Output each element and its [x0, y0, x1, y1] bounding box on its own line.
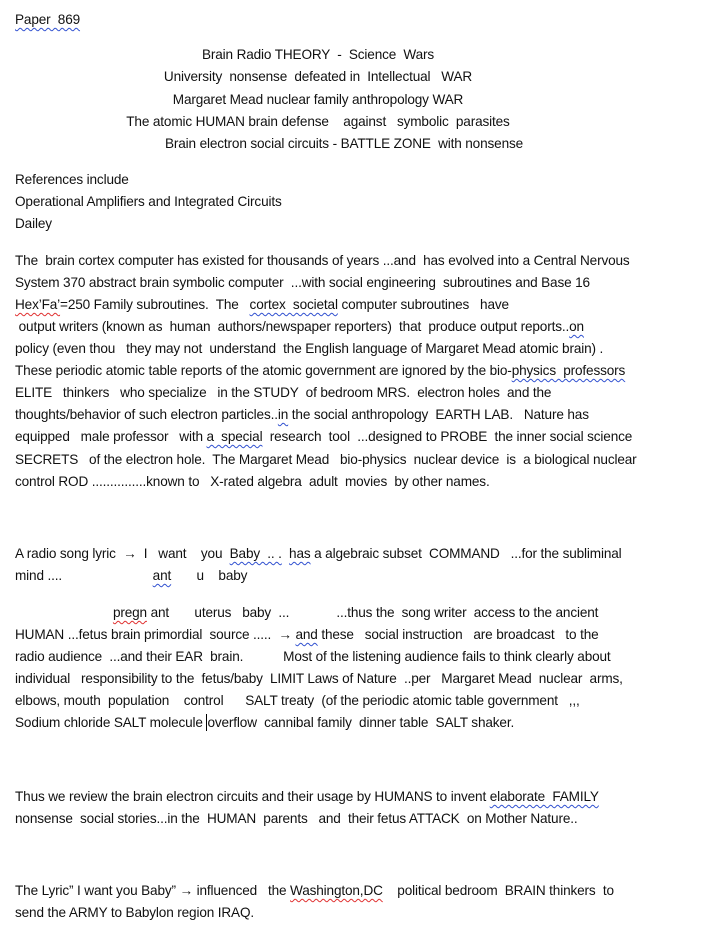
text-run: =250 Family subroutines. The	[60, 297, 250, 312]
title-line-3: Margaret Mead nuclear family anthropology WAR	[172, 92, 464, 107]
p3-line: radio audience ...and their EAR brain. Most of the listening audience fails to think clearly about	[15, 649, 611, 664]
text-run: mind ....	[15, 568, 153, 583]
p1-line	[15, 362, 625, 380]
reference-title: Operational Amplifiers and Integrated Circuits	[15, 194, 282, 209]
p1-line: System 370 abstract brain symbolic computer ...with social engineering subroutines and Base 16	[15, 275, 590, 290]
text-run: equipped male professor with	[15, 429, 207, 444]
grammar-flag[interactable]: physics professors	[511, 363, 626, 378]
p1-line	[15, 296, 509, 314]
p2-line	[15, 567, 247, 585]
grammar-flag[interactable]: in	[277, 407, 289, 422]
p1-line: policy (even thou they may not understand the English language of Margaret Mead atomic brain) .	[15, 341, 604, 356]
grammar-flag[interactable]: on	[569, 319, 584, 334]
grammar-flag[interactable]: Baby .. .	[229, 546, 282, 561]
p1-line: SECRETS of the electron hole. The Margaret Mead bio-physics nuclear device is a biological nuclear	[15, 452, 637, 467]
p1-line	[15, 406, 589, 424]
p3-line: individual responsibility to the fetus/baby LIMIT Laws of Nature ..per Margaret Mead nuclear arms,	[15, 671, 623, 686]
p5-line	[15, 882, 614, 900]
p1-line: ELITE thinkers who specialize in the STUDY of bedroom MRS. electron holes and the	[15, 385, 552, 400]
p3-line	[15, 714, 514, 732]
text-run: HUMAN ...fetus brain primordial source ..... →	[15, 627, 296, 642]
text-run: u baby	[171, 568, 248, 583]
title-line-4: The atomic HUMAN brain defense against symbolic parasites	[126, 114, 510, 129]
p3-line	[15, 626, 599, 644]
p1-line	[15, 318, 584, 336]
text-run: the social anthropology EARTH LAB. Nature has	[288, 407, 589, 422]
text-run: These periodic atomic table reports of the atomic government are ignored by the bio-	[15, 363, 512, 378]
grammar-flag[interactable]: has	[289, 546, 311, 561]
spelling-flag[interactable]: Washington,DC	[290, 883, 383, 898]
text-run: thoughts/behavior of such electron particles..	[15, 407, 278, 422]
text-run: The Lyric” I want you Baby” → influenced the	[15, 883, 291, 898]
text-run: output writers (known as human authors/newspaper reporters) that produce output reports..	[15, 319, 570, 334]
grammar-flag[interactable]: elaborate FAMILY	[489, 789, 599, 804]
title-line-1: Brain Radio THEORY - Science Wars	[201, 47, 435, 62]
grammar-flag[interactable]: ant	[152, 568, 172, 583]
paper-label-line	[15, 11, 80, 29]
text-run: ant uterus baby ... ...thus the song writer access to the ancient	[146, 605, 599, 620]
text-run: Thus we review the brain electron circuits and their usage by HUMANS to invent	[15, 789, 490, 804]
text-run: political bedroom BRAIN thinkers to	[382, 883, 614, 898]
text-run: Sodium chloride SALT molecule	[15, 715, 207, 730]
text-run: these social instruction are broadcast to the	[317, 627, 599, 642]
title-line-2: University nonsense defeated in Intellectual WAR	[163, 69, 473, 84]
p2-line	[15, 545, 622, 563]
spelling-flag[interactable]: Hex’Fa’	[15, 297, 61, 312]
spelling-flag[interactable]: pregn	[112, 605, 147, 620]
paper-label: Paper 869	[15, 12, 81, 27]
p4-line: nonsense social stories...in the HUMAN parents and their fetus ATTACK on Mother Nature..	[15, 811, 578, 826]
text-run: research tool ...designed to PROBE the inner social science	[262, 429, 633, 444]
text-run	[15, 605, 113, 620]
text-run	[282, 546, 289, 561]
p1-line: control ROD ...............known to X-rated algebra adult movies by other names.	[15, 474, 490, 489]
p1-line	[15, 428, 632, 446]
p3-line	[15, 604, 598, 622]
reference-author: Dailey	[15, 216, 52, 231]
p3-line: elbows, mouth population control SALT treaty (of the periodic atomic table government ,,,	[15, 693, 580, 708]
text-run: A radio song lyric → I want you	[15, 546, 230, 561]
text-run: a algebraic subset COMMAND ...for the subliminal	[310, 546, 622, 561]
text-run: computer subroutines have	[337, 297, 509, 312]
grammar-flag[interactable]: a special	[206, 429, 263, 444]
grammar-flag[interactable]: and	[295, 627, 318, 642]
p1-line: The brain cortex computer has existed for thousands of years ...and has evolved into a Central Nervous	[15, 253, 630, 268]
grammar-flag[interactable]: cortex societal	[249, 297, 338, 312]
p5-line: send the ARMY to Babylon region IRAQ.	[15, 905, 255, 920]
p4-line	[15, 788, 599, 806]
title-line-5: Brain electron social circuits - BATTLE ZONE with nonsense	[164, 136, 524, 151]
references-heading: References include	[15, 172, 129, 187]
text-run: overflow cannibal family dinner table SALT shaker.	[207, 715, 515, 730]
